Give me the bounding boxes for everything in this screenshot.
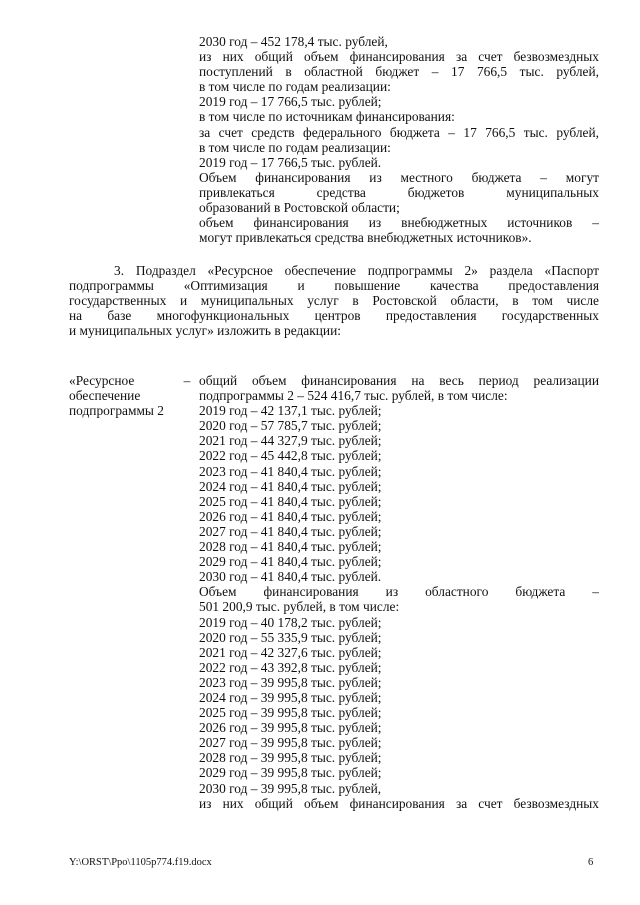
financing-line: 2020 год – 55 335,9 тыс. рублей; [199,629,382,645]
text-line: в том числе по годам реализации: [199,79,391,95]
paragraph-line: на базе многофункциональных центров предоставления государственных [69,308,599,324]
financing-line: 2028 год – 41 840,4 тыс. рублей; [199,539,382,555]
financing-line: подпрограммы 2 – 524 416,7 тыс. рублей, в том числе: [199,388,508,404]
text-line: могут привлекаться средства внебюджетных источников». [199,230,532,246]
text-line: 2030 год – 452 178,4 тыс. рублей, [199,34,388,49]
label-dash: – [183,373,191,388]
label-line: подпрограммы 2 [69,403,164,419]
label-line: «Ресурсное [69,373,135,388]
financing-line: общий объем финансирования на весь период реализации [199,373,599,388]
text-line: Объем финансирования из местного бюджета – могут [199,169,599,185]
text-line: из них общий объем финансирования за счет безвозмездных [199,49,599,65]
text-line: 2019 год – 17 766,5 тыс. рублей; [199,94,382,110]
label-line: обеспечение [69,388,141,404]
paragraph-line: подпрограммы «Оптимизация и повышение качества предоставления [69,278,599,294]
financing-line: 2025 год – 41 840,4 тыс. рублей; [199,493,382,509]
financing-line: 2027 год – 39 995,8 тыс. рублей; [199,735,382,751]
financing-line: 2030 год – 41 840,4 тыс. рублей. [199,569,382,585]
text-line: в том числе по источникам финансирования: [199,109,455,125]
financing-line: 2022 год – 43 392,8 тыс. рублей; [199,659,382,675]
financing-top-block [199,34,599,245]
text-line: 2019 год – 17 766,5 тыс. рублей. [199,154,382,170]
financing-line: 2026 год – 39 995,8 тыс. рублей; [199,720,382,736]
text-line: поступлений в областной бюджет – 17 766,5 тыс. рублей, [199,64,599,80]
financing-line: 2025 год – 39 995,8 тыс. рублей; [199,705,382,721]
footer-file-path: Y:\ORST\Ppo\1105p774.f19.docx [69,857,212,868]
financing-line: Объем финансирования из областного бюджета – [199,584,599,600]
text-line: за счет средств федерального бюджета – 17 766,5 тыс. рублей, [199,124,599,140]
text-line: объем финансирования из внебюджетных источников – [199,215,599,231]
financing-line: 2024 год – 41 840,4 тыс. рублей; [199,478,382,494]
financing-line: 2023 год – 41 840,4 тыс. рублей; [199,463,382,479]
paragraph-line: государственных и муниципальных услуг в Ростовской области, в том числе [69,293,599,309]
financing-line: из них общий объем финансирования за счет безвозмездных [199,795,599,811]
financing-line: 2029 год – 41 840,4 тыс. рублей; [199,554,382,570]
financing-line: 2022 год – 45 442,8 тыс. рублей; [199,448,382,464]
financing-line: 2021 год – 44 327,9 тыс. рублей; [199,433,382,449]
paragraph-line: и муниципальных услуг» изложить в редакции: [69,323,341,339]
financing-line: 2020 год – 57 785,7 тыс. рублей; [199,418,382,434]
text-line: в том числе по годам реализации: [199,139,391,155]
financing-line: 2027 год – 41 840,4 тыс. рублей; [199,523,382,539]
subprogram-2-financing-block [199,373,599,811]
financing-line: 2029 год – 39 995,8 тыс. рублей; [199,765,382,781]
financing-line: 501 200,9 тыс. рублей, в том числе: [199,599,400,615]
section-3-paragraph [69,263,599,338]
financing-line: 2023 год – 39 995,8 тыс. рублей; [199,674,382,690]
text-line: привлекаться средства бюджетов муниципальных [199,184,599,200]
paragraph-line: 3. Подраздел «Ресурсное обеспечение подпрограммы 2» раздела «Паспорт [114,263,599,278]
text-line: образований в Ростовской области; [199,200,400,216]
financing-line: 2028 год – 39 995,8 тыс. рублей; [199,750,382,766]
financing-line: 2021 год – 42 327,6 тыс. рублей; [199,644,382,660]
financing-line: 2026 год – 41 840,4 тыс. рублей; [199,508,382,524]
financing-line: 2019 год – 42 137,1 тыс. рублей; [199,403,382,419]
financing-line: 2024 год – 39 995,8 тыс. рублей; [199,689,382,705]
financing-line: 2030 год – 39 995,8 тыс. рублей, [199,780,382,796]
footer-page-number: 6 [588,857,594,868]
financing-line: 2019 год – 40 178,2 тыс. рублей; [199,614,382,630]
resource-provision-label [69,373,177,418]
